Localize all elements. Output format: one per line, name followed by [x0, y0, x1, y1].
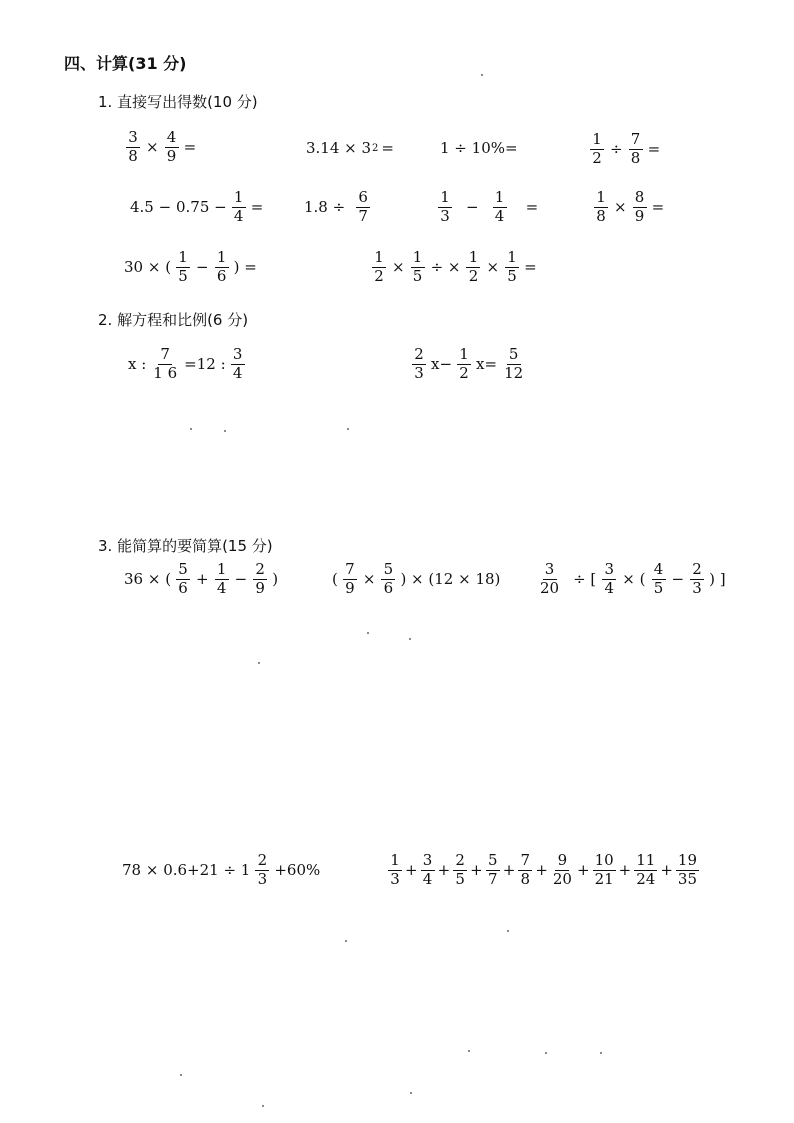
denominator: 3	[414, 363, 424, 382]
fraction	[151, 347, 179, 382]
fraction	[356, 190, 370, 225]
expression-text: 4.5 − 0.75 −	[130, 198, 227, 217]
operator: ×	[146, 138, 159, 157]
operator: −	[234, 570, 248, 589]
fraction	[633, 190, 647, 225]
problem-1-8	[592, 190, 664, 225]
scan-speck	[468, 1050, 470, 1052]
numerator: 1	[594, 190, 608, 208]
fraction	[381, 562, 395, 597]
linear-equation	[410, 347, 527, 382]
expression-text: (	[332, 570, 338, 589]
scan-speck	[600, 1052, 602, 1054]
scan-speck	[262, 1105, 264, 1107]
denominator: 4	[494, 206, 505, 225]
operator: ×	[362, 570, 376, 589]
denominator: 6	[383, 578, 394, 597]
simplify-2	[332, 562, 500, 597]
numerator: 1	[411, 250, 425, 268]
scan-speck	[347, 428, 349, 430]
fraction	[602, 562, 616, 597]
numerator: 1	[493, 190, 507, 208]
numerator: 2	[412, 347, 426, 365]
expression-text: 1 ÷ 10%=	[440, 139, 518, 157]
problem-1-4	[588, 132, 660, 167]
fraction	[232, 190, 246, 225]
denominator: 21	[594, 869, 614, 888]
operator: ÷ ×	[430, 258, 461, 277]
denominator: 5	[653, 578, 664, 597]
operator: × (	[622, 570, 646, 589]
numerator: 7	[158, 347, 172, 365]
denominator: 35	[677, 869, 697, 888]
fraction	[412, 347, 426, 382]
part2-title: 2. 解方程和比例(6 分)	[98, 311, 249, 329]
operator: ×	[486, 258, 500, 277]
exponent: 2	[372, 142, 379, 154]
numerator: 2	[453, 853, 467, 871]
denominator: 3	[257, 869, 268, 888]
denominator: 9	[634, 206, 645, 225]
operator: +	[535, 861, 548, 880]
scan-speck	[367, 632, 369, 634]
numerator: 4	[652, 562, 666, 580]
simplify-1	[124, 562, 278, 597]
denominator: 2	[468, 266, 479, 285]
fraction	[690, 562, 704, 597]
problem-1-9	[124, 250, 257, 285]
problem-1-7	[436, 190, 538, 225]
numerator: 11	[636, 851, 656, 869]
numerator: 1	[590, 132, 604, 150]
expression-text: ) =	[233, 258, 257, 277]
denominator: 8	[128, 146, 138, 165]
simplify-4	[122, 853, 320, 888]
fraction	[253, 562, 267, 597]
fraction	[493, 190, 507, 225]
numerator: 9	[555, 853, 569, 871]
numerator: 8	[633, 190, 647, 208]
fraction	[372, 250, 386, 285]
operator: +	[196, 570, 209, 589]
denominator: 2	[592, 148, 602, 167]
denominator: 3	[692, 578, 702, 597]
denominator: 5	[178, 266, 188, 285]
fraction	[438, 190, 452, 225]
fraction	[629, 132, 643, 167]
fraction	[551, 853, 574, 888]
fraction	[486, 853, 500, 888]
numerator: 1	[176, 250, 190, 268]
fraction	[594, 190, 608, 225]
fraction	[457, 347, 471, 382]
denominator: 3	[390, 869, 400, 888]
denominator: 5	[455, 869, 465, 888]
denominator: 7	[487, 869, 498, 888]
fraction	[652, 562, 666, 597]
denominator: 9	[166, 146, 177, 165]
problem-1-2	[306, 139, 394, 157]
denominator: 24	[636, 869, 656, 888]
numerator: 1	[505, 250, 519, 268]
operator: ×	[614, 198, 627, 217]
numerator: 7	[343, 562, 357, 580]
equals-sign: =	[250, 198, 264, 217]
denominator: 4	[233, 206, 244, 225]
scan-speck	[545, 1052, 547, 1054]
denominator: 20	[552, 869, 572, 888]
fraction	[505, 250, 519, 285]
numerator: 3	[543, 562, 557, 580]
fraction	[518, 853, 532, 888]
fraction	[590, 132, 604, 167]
expression-text: 3.14 × 3	[306, 139, 372, 157]
equals-sign: =	[524, 258, 537, 277]
expression-text: ) ]	[709, 570, 726, 589]
fraction	[255, 853, 269, 888]
fraction	[126, 130, 140, 165]
proportion-equation	[128, 347, 247, 382]
section-title: 四、计算(31 分)	[64, 54, 187, 73]
fraction	[165, 130, 179, 165]
operator: +	[405, 861, 418, 880]
scan-speck	[409, 638, 411, 640]
denominator: 12	[504, 363, 524, 382]
denominator: 1 6	[153, 363, 178, 382]
fraction	[634, 853, 657, 888]
fraction	[466, 250, 480, 285]
operator: −	[466, 198, 479, 217]
numerator: 2	[253, 562, 267, 580]
denominator: 4	[216, 578, 227, 597]
denominator: 6	[216, 266, 227, 285]
operator: ×	[392, 258, 405, 277]
operator: +	[618, 861, 632, 880]
problem-1-5	[130, 190, 263, 225]
expression-text: 1.8 ÷	[304, 198, 346, 217]
equals-sign: =	[651, 198, 665, 217]
scan-speck	[481, 74, 483, 76]
fraction	[215, 562, 229, 597]
simplify-5	[386, 853, 701, 888]
numerator: 1	[232, 190, 246, 208]
denominator: 8	[630, 148, 641, 167]
equals-sign: =	[647, 140, 661, 159]
fraction	[502, 347, 525, 382]
expression-text: 36 × (	[124, 570, 172, 589]
denominator: 2	[374, 266, 384, 285]
denominator: 9	[345, 578, 355, 597]
expression-text: x−	[431, 355, 453, 374]
numerator: 1	[457, 347, 471, 365]
numerator: 10	[594, 851, 614, 869]
numerator: 2	[690, 562, 704, 580]
denominator: 20	[540, 578, 560, 597]
numerator: 7	[629, 132, 643, 150]
numerator: 7	[518, 853, 532, 871]
denominator: 8	[596, 206, 606, 225]
expression-text: x :	[128, 355, 147, 374]
scan-speck	[507, 930, 509, 932]
fraction	[411, 250, 425, 285]
expression-text: )	[272, 570, 279, 589]
expression-text: +60%	[274, 861, 321, 880]
numerator: 3	[126, 130, 140, 148]
scan-speck	[258, 662, 260, 664]
operator: +	[502, 861, 516, 880]
operator: −	[196, 258, 209, 277]
fraction	[176, 562, 190, 597]
expression-text: ) × (12 × 18)	[400, 570, 501, 589]
scan-speck	[345, 940, 347, 942]
numerator: 2	[255, 853, 269, 871]
denominator: 4	[604, 578, 615, 597]
scan-speck	[190, 428, 192, 430]
numerator: 4	[165, 130, 179, 148]
equals-sign: =	[381, 139, 394, 157]
numerator: 1	[438, 190, 452, 208]
numerator: 5	[507, 347, 521, 365]
denominator: 4	[232, 363, 243, 382]
fraction	[388, 853, 402, 888]
problem-1-3	[440, 139, 518, 157]
numerator: 3	[231, 347, 245, 365]
numerator: 5	[176, 562, 190, 580]
operator: ÷ [	[573, 570, 597, 589]
part3-title: 3. 能简算的要简算(15 分)	[98, 537, 273, 555]
scan-speck	[410, 1092, 412, 1094]
numerator: 1	[466, 250, 480, 268]
fraction	[343, 562, 357, 597]
problem-1-10	[370, 250, 537, 285]
equals-sign: =	[183, 138, 197, 157]
operator: +	[660, 861, 673, 880]
denominator: 4	[422, 869, 433, 888]
operator: +	[470, 861, 483, 880]
denominator: 5	[412, 266, 423, 285]
denominator: 7	[358, 206, 368, 225]
denominator: 8	[520, 869, 531, 888]
numerator: 1	[372, 250, 386, 268]
numerator: 6	[356, 190, 370, 208]
equals-sign: =	[525, 198, 539, 217]
simplify-3	[536, 562, 726, 597]
problem-1-6	[304, 190, 372, 225]
operator: ÷	[610, 140, 623, 159]
scan-speck	[224, 430, 226, 432]
numerator: 1	[388, 853, 402, 871]
numerator: 1	[215, 250, 229, 268]
expression-text: 78 × 0.6+21 ÷ 1	[122, 861, 251, 880]
operator: +	[576, 861, 590, 880]
part1-title: 1. 直接写出得数(10 分)	[98, 93, 258, 111]
denominator: 3	[440, 206, 450, 225]
problem-1-1	[124, 130, 196, 165]
fraction	[231, 347, 245, 382]
numerator: 5	[381, 562, 395, 580]
fraction	[453, 853, 467, 888]
expression-text: 30 × (	[124, 258, 172, 277]
expression-text: x=	[476, 355, 498, 374]
numerator: 1	[215, 562, 229, 580]
denominator: 9	[255, 578, 265, 597]
operator: −	[671, 570, 685, 589]
denominator: 6	[178, 578, 188, 597]
fraction	[215, 250, 229, 285]
numerator: 19	[677, 851, 697, 869]
operator: +	[437, 861, 451, 880]
fraction	[421, 853, 435, 888]
fraction	[176, 250, 190, 285]
numerator: 3	[602, 562, 616, 580]
fraction	[593, 853, 616, 888]
denominator: 5	[507, 266, 517, 285]
denominator: 2	[459, 363, 469, 382]
fraction	[676, 853, 699, 888]
numerator: 5	[486, 853, 500, 871]
fraction	[538, 562, 561, 597]
numerator: 3	[421, 853, 435, 871]
expression-text: =12 :	[184, 355, 226, 374]
scan-speck	[180, 1074, 182, 1076]
